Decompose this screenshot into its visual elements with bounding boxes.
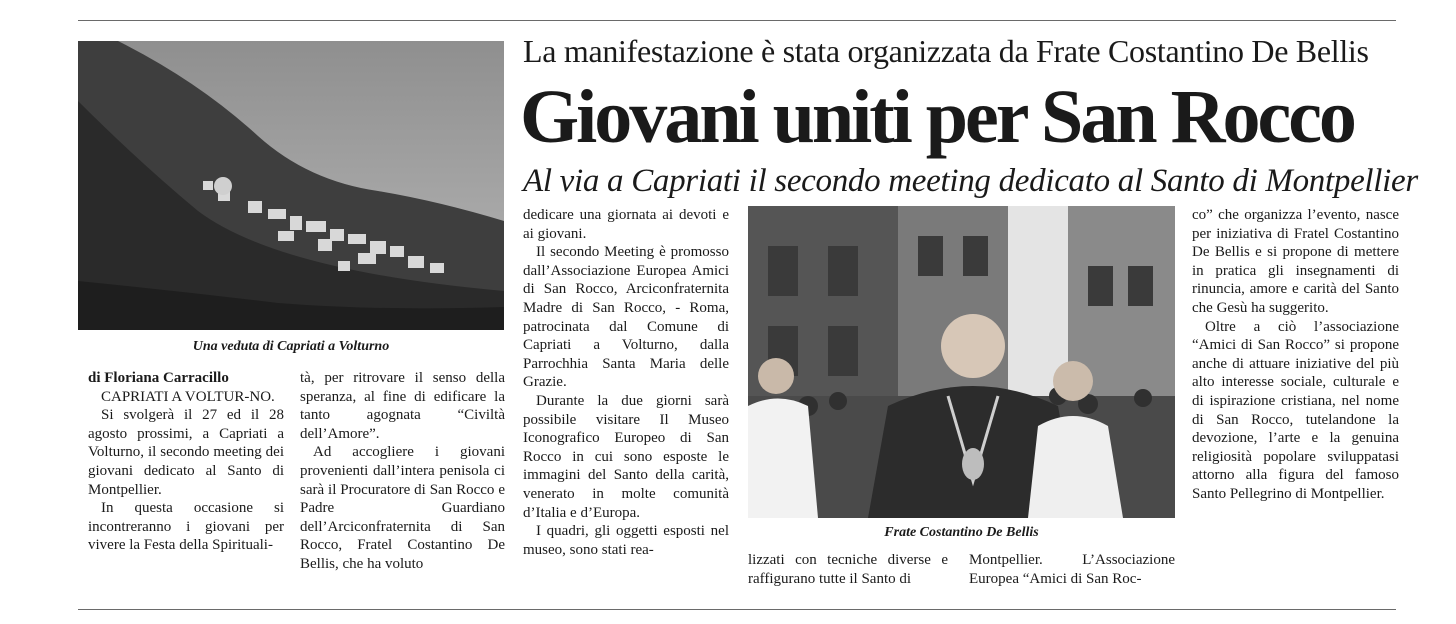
photo-capriati-view [78, 41, 504, 330]
text-column-5 [969, 551, 1175, 588]
article-headline: Giovani uniti per San Rocco [520, 75, 1354, 159]
top-rule [78, 20, 1396, 21]
byline: di Floriana Carracillo [88, 370, 229, 386]
paragraph: Oltre a ciò l’associazione “Amici di San Rocco” si propone anche di attuare iniziative del più alto interesse sociale, culturale e di ispirazione cristiana, nel nome di San Rocco, tutelandone la devozione, l’arte e la genuina religiosità popolare sviluppatasi attorno alla figura del famoso Santo Pellegrino di Montpellier. [1192, 318, 1399, 502]
paragraph: co” che organizza l’evento, nasce per iniziativa di Fratel Costantino De Bellis e si propone di mettere in pratica gli insegnamenti di rinuncia, amore e carità del Santo che Gesù ha suggerito. [1192, 207, 1399, 316]
paragraph: Si svolgerà il 27 ed il 28 agosto prossimi, a Capriati a Volturno, il secondo meeting dei giovani dedicato al Santo di Montpellier. [88, 407, 284, 498]
article-kicker: La manifestazione è stata organizzata da Frate Costantino De Bellis [523, 33, 1369, 69]
article-subhead: Al via a Capriati il secondo meeting dedicato al Santo di Montpellier [523, 163, 1418, 199]
text-column-6 [1192, 206, 1399, 504]
photo2-caption: Frate Costantino De Bellis [884, 525, 1039, 540]
photo1-caption: Una veduta di Capriati a Volturno [192, 339, 390, 354]
paragraph: dedicare una giornata ai devoti e ai giovani. [523, 207, 729, 242]
paragraph: Montpellier. L’Associazione Europea “Amici di San Roc- [969, 552, 1175, 587]
text-column-2 [300, 369, 505, 574]
paragraph: Durante la due giorni sarà possibile visitare Il Museo Iconografico Europeo di San Rocco in cui sono esposte le immagini del Santo della carità, venerato in molte comunità d’Italia e d’Europa. [523, 392, 729, 521]
paragraph: Il secondo Meeting è promosso dall’Associazione Europea Amici di San Rocco, Arciconfraternita Madre di San Rocco, - Roma, patrocinata dal Comune di Capriati a Volturno, dalla Parrochhia Santa Maria delle Grazie. [523, 244, 729, 391]
paragraph: I quadri, gli oggetti esposti nel museo, sono stati rea- [523, 523, 729, 558]
text-column-1 [88, 369, 284, 555]
paragraph: In questa occasione si incontreranno i giovani per vivere la Festa della Spirituali- [88, 500, 284, 554]
paragraph: lizzati con tecniche diverse e raffigurano tutte il Santo di [748, 552, 948, 587]
procession-photo-graphic [748, 206, 1175, 518]
paragraph: CAPRIATI A VOLTUR-NO. [101, 388, 275, 405]
paragraph: Ad accogliere i giovani provenienti dall’intera penisola ci sarà il Procuratore di San Rocco e Padre Guardiano dell’Arciconfraternita di San Rocco, Fratel Costantino De Bellis, che ha voluto [300, 444, 505, 572]
photo-frate-costantino [748, 206, 1175, 518]
text-column-3 [523, 206, 729, 559]
paragraph: tà, per ritrovare il senso della speranza, al fine di edificare la tanto agognata “Civiltà dell’Amore”. [300, 370, 505, 442]
text-column-4 [748, 551, 948, 588]
landscape-photo-graphic [78, 41, 504, 330]
bottom-rule [78, 609, 1396, 610]
